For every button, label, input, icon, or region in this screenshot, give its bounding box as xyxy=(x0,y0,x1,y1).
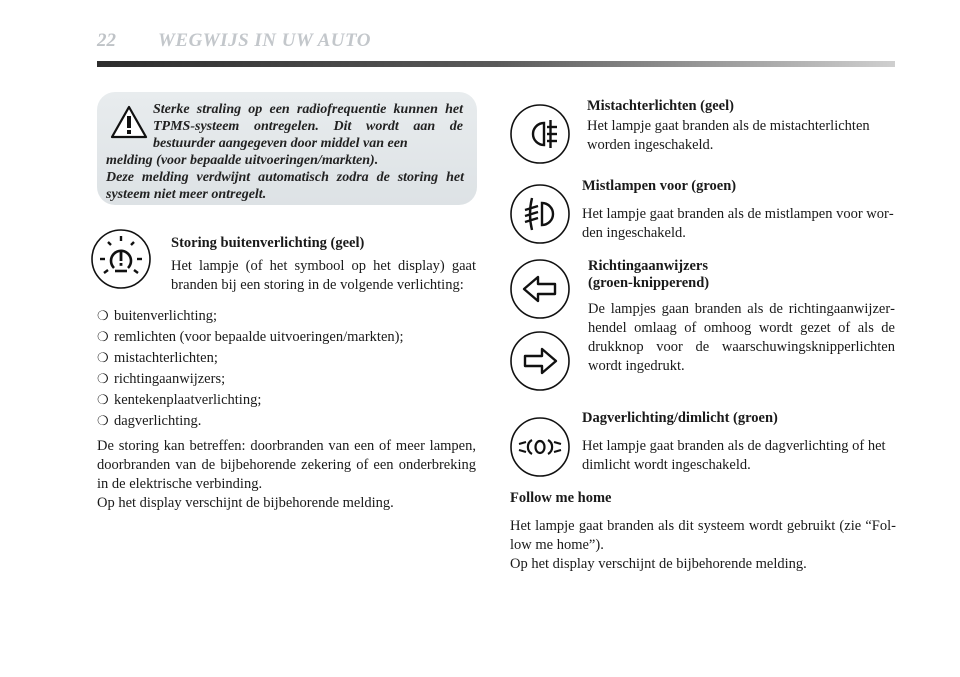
bullet-marker: ❍ xyxy=(97,329,109,344)
exterior-light-heading: Storing buitenverlichting (geel) xyxy=(171,235,365,251)
bullet-marker: ❍ xyxy=(97,371,109,386)
indicators-text: De lampjes gaan branden als de richtingaanwijzerhendel omlaag of omhoog wordt gezet of als de drukknop voor de waarschuwingsknipperlichten wordt ingedrukt. xyxy=(588,301,895,374)
daytime-running-light-icon xyxy=(509,416,571,478)
front-fog-heading: Mistlampen voor (groen) xyxy=(582,178,737,194)
list-item: ❍ mistachterlichten; xyxy=(97,347,403,368)
list-item: ❍ richtingaanwijzers; xyxy=(97,368,403,389)
front-fog-light-icon xyxy=(509,183,571,245)
page-header-title: WEGWIJS IN UW AUTO xyxy=(158,30,371,51)
exterior-light-text: Het lampje (of het symbool op het display) gaat branden bij een storing in de volgende verlichting: xyxy=(171,258,476,293)
turn-left-icon xyxy=(509,258,571,320)
list-item: ❍ buitenverlichting; xyxy=(97,305,403,326)
fault-paragraph: De storing kan betreffen: doorbranden van een of meer lampen, doorbranden van de bijbehorende zekering of een onderbreking in de elektrische verbinding. Op het display verschijnt de bijbehorende melding. xyxy=(97,438,476,511)
list-item: ❍ kentekenplaatverlichting; xyxy=(97,389,403,410)
bullet-marker: ❍ xyxy=(97,350,109,365)
rear-fog-heading: Mistachterlichten (geel) xyxy=(587,98,734,114)
drl-heading: Dagverlichting/dimlicht (groen) xyxy=(582,410,778,426)
warning-text-rest: melding (voor bepaalde uitvoeringen/markten). Deze melding verdwijnt automatisch zodra de storing het systeem niet meer ontregelt. xyxy=(106,153,464,202)
rear-fog-light-icon xyxy=(509,103,571,165)
list-item: ❍ dagverlichting. xyxy=(97,410,403,431)
warning-triangle-icon xyxy=(110,104,148,140)
follow-me-home-text: Het lampje gaat branden als dit systeem wordt gebruikt (zie “Follow me home”). Op het display verschijnt de bijbehorende melding. xyxy=(510,518,896,572)
rear-fog-text: Het lampje gaat branden als de mistachterlichten worden ingeschakeld. xyxy=(587,118,870,153)
front-fog-text: Het lampje gaat branden als de mistlampen voor worden ingeschakeld. xyxy=(582,206,894,241)
bullet-marker: ❍ xyxy=(97,308,109,323)
list-item: ❍ remlichten (voor bepaalde uitvoeringen/markten); xyxy=(97,326,403,347)
exterior-light-fault-icon xyxy=(90,228,152,290)
bullet-marker: ❍ xyxy=(97,413,109,428)
bullet-marker: ❍ xyxy=(97,392,109,407)
indicators-heading: Richtingaanwijzers (groen-knipperend) xyxy=(588,258,710,291)
header-rule xyxy=(97,61,895,67)
turn-right-icon xyxy=(509,330,571,392)
follow-me-home-heading: Follow me home xyxy=(510,490,612,506)
bullet-list xyxy=(97,305,403,431)
warning-text-first: Sterke straling op een radiofrequentie kunnen het TPMS-systeem ontregelen. Dit wordt aan de bestuurder aangegeven door middel van een xyxy=(153,102,463,151)
drl-text: Het lampje gaat branden als de dagverlichting of het dimlicht wordt ingeschakeld. xyxy=(582,438,886,473)
page-number: 22 xyxy=(97,30,116,51)
